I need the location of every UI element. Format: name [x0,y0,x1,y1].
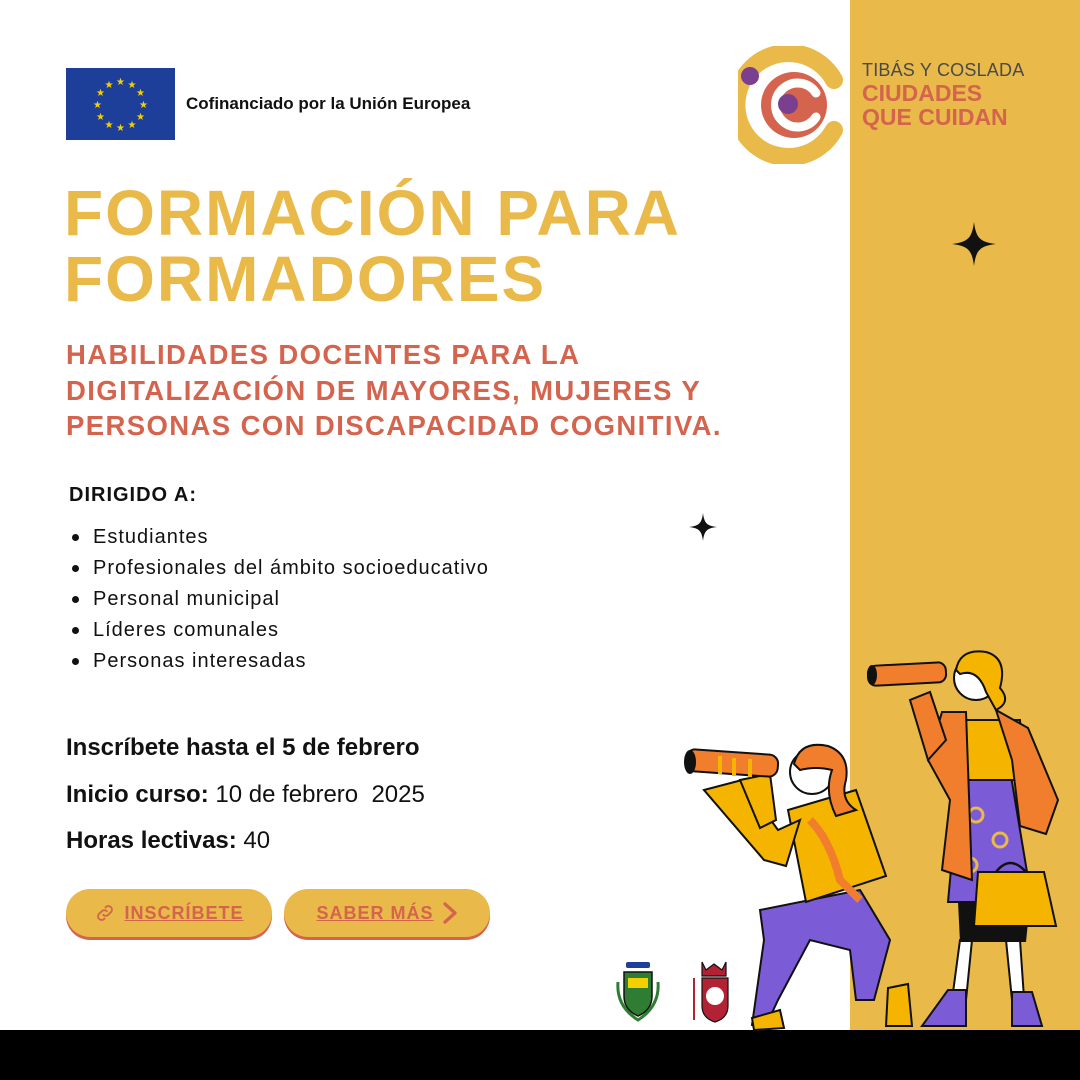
registration-deadline: Inscríbete hasta el 5 de febrero [66,734,420,761]
audience-list [70,522,489,677]
brand-logo-text [862,60,1072,129]
list-item [70,615,489,646]
brand-logo-icon [738,46,850,164]
subtitle-line1: HABILIDADES DOCENTES PARA LA [66,339,581,370]
svg-text:★: ★ [136,88,145,99]
brand-title-line2: QUE CUIDAN [862,104,1008,130]
course-start [66,781,425,809]
eu-flag-icon [66,68,175,140]
register-button[interactable] [66,889,272,937]
list-item [70,646,489,677]
svg-text:★: ★ [116,123,125,134]
eu-cofinanced-label: Cofinanciado por la Unión Europea [186,94,471,113]
audience-item-label: Profesionales del ámbito socioeducativo [93,557,489,579]
svg-text:★: ★ [96,112,105,123]
bullet-icon [72,658,79,665]
audience-item-label: Estudiantes [93,526,209,548]
course-start-label: Inicio curso: [66,781,209,808]
sparkle-icon [689,513,717,546]
subtitle [66,337,836,444]
course-hours [66,827,270,855]
bullet-icon [72,565,79,572]
subtitle-line3: PERSONAS CON DISCAPACIDAD COGNITIVA. [66,410,722,441]
audience-item-label: Personal municipal [93,588,280,610]
course-hours-value: 40 [236,827,271,854]
svg-text:★: ★ [116,77,125,88]
svg-text:★: ★ [136,112,145,123]
list-item [70,553,489,584]
course-hours-label: Horas lectivas: [66,827,237,854]
svg-text:★: ★ [139,100,148,111]
brand-subtitle: TIBÁS Y COSLADA [862,60,1025,80]
svg-text:★: ★ [127,120,137,131]
register-button-label: INSCRÍBETE [124,902,244,923]
list-item [70,522,489,553]
page-title [64,177,824,315]
bullet-icon [72,596,79,603]
svg-text:★: ★ [104,80,114,91]
coslada-crest-icon [690,958,738,1033]
tibas-crest-icon [614,960,662,1029]
bullet-icon [72,627,79,634]
audience-heading: DIRIGIDO A: [69,484,198,506]
title-line1: FORMACIÓN PARA [64,177,681,249]
audience-item-label: Personas interesadas [93,650,307,672]
bullet-icon [72,534,79,541]
more-info-button-label: SABER MÁS [316,902,434,923]
audience-item-label: Líderes comunales [93,619,279,641]
subtitle-line2: DIGITALIZACIÓN DE MAYORES, MUJERES Y [66,374,702,406]
svg-text:★: ★ [96,88,105,99]
course-start-value: 10 de febrero 2025 [208,781,425,808]
svg-text:★: ★ [104,120,114,131]
brand-title-line1: CIUDADES [862,80,983,106]
link-icon [94,902,116,924]
bottom-black-bar [0,1030,1080,1080]
more-info-button[interactable] [284,889,490,937]
title-line2: FORMADORES [64,243,547,315]
standing-woman-figure [867,651,1058,1026]
svg-text:★: ★ [93,100,102,111]
svg-text:★: ★ [127,80,137,91]
list-item [70,584,489,615]
sparkle-icon [952,222,996,271]
chevron-right-icon [442,902,458,924]
